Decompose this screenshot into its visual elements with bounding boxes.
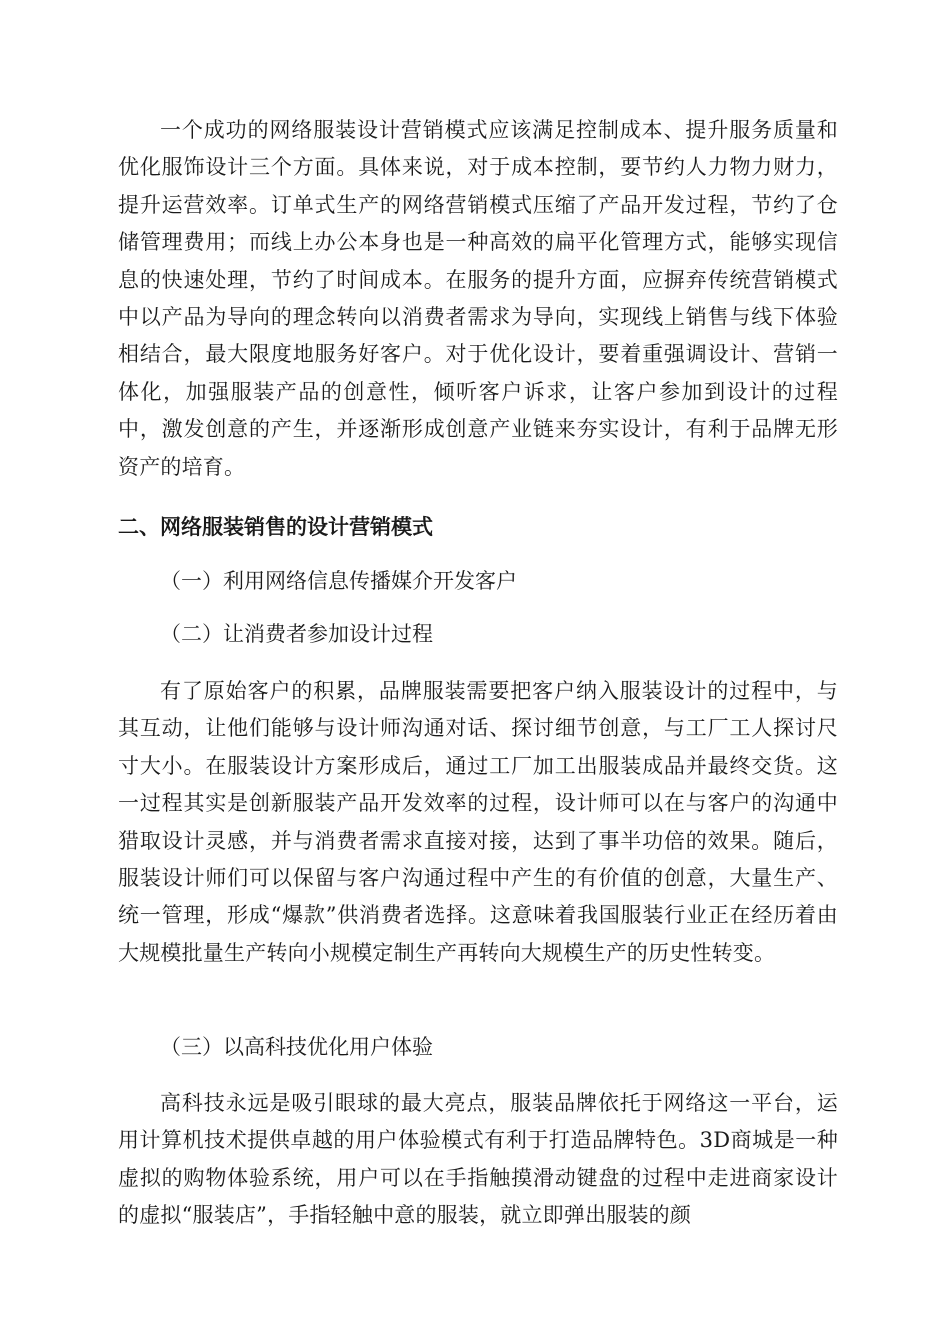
paragraph-cost-service-design: 一个成功的网络服装设计营销模式应该满足控制成本、提升服务质量和优化服饰设计三个方面。具体来说，对于成本控制，要节约人力物力财力，提升运营效率。订单式生产的网络营销模式压缩了产品开发过程，节约了仓储管理费用；而线上办公本身也是一种高效的扁平化管理方式，能够实现信息的快速处理，节约了时间成本。在服务的提升方面，应摒弃传统营销模式中以产品为导向的理念转向以消费者需求为导向，实现线上销售与线下体验相结合，最大限度地服务好客户。对于优化设计，要着重强调设计、营销一体化，加强服装产品的创意性，倾听客户诉求，让客户参加到设计的过程中，激发创意的产生，并逐渐形成创意产业链来夯实设计，有利于品牌无形资产的培育。: [118, 118, 838, 479]
subheading-high-tech-experience: （三）以高科技优化用户体验: [160, 1035, 433, 1059]
subheading-consumer-participation: （二）让消费者参加设计过程: [160, 622, 433, 646]
paragraph-3d-mall: 高科技永远是吸引眼球的最大亮点，服装品牌依托于网络这一平台，运用计算机技术提供卓越的用户体验模式有利于打造品牌特色。3D商城是一种虚拟的购物体验系统，用户可以在手指触摸滑动键盘的过程中走进商家设计的虚拟“服装店”，手指轻触中意的服装，就立即弹出服装的颜: [118, 1091, 838, 1228]
section-heading: 二、网络服装销售的设计营销模式: [118, 515, 433, 539]
paragraph-customer-interaction: 有了原始客户的积累，品牌服装需要把客户纳入服装设计的过程中，与其互动，让他们能够与设计师沟通对话、探讨细节创意，与工厂工人探讨尺寸大小。在服装设计方案形成后，通过工厂加工出服装成品并最终交货。这一过程其实是创新服装产品开发效率的过程，设计师可以在与客户的沟通中猎取设计灵感，并与消费者需求直接对接，达到了事半功倍的效果。随后，服装设计师们可以保留与客户沟通过程中产生的有价值的创意，大量生产、统一管理，形成“爆款”供消费者选择。这意味着我国服装行业正在经历着由大规模批量生产转向小规模定制生产再转向大规模生产的历史性转变。: [118, 679, 838, 965]
subheading-develop-customers: （一）利用网络信息传播媒介开发客户: [160, 569, 517, 593]
